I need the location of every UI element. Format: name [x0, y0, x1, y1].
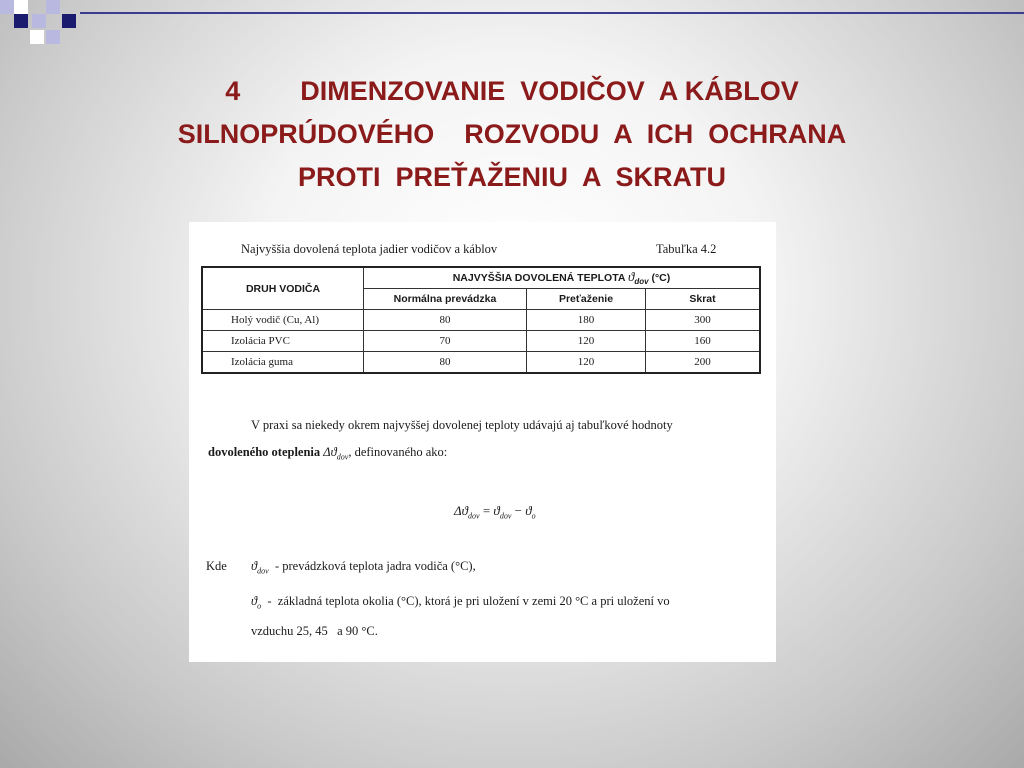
cell-value: 160: [646, 331, 761, 352]
top-rule: [80, 12, 1024, 14]
formula-eq: =: [479, 503, 494, 518]
group-header-sub: dov: [634, 277, 649, 287]
corner-square-3: [46, 0, 60, 14]
title-line-3: PROTI PREŤAŽENIU A SKRATU: [297, 162, 726, 192]
formula: [454, 503, 536, 521]
definition-2-continued: vzduchu 25, 45 a 90 °C.: [251, 624, 378, 638]
formula-b-sub: o: [531, 511, 536, 521]
cell-value: 120: [527, 331, 646, 352]
cell-value: 80: [364, 352, 527, 374]
table-row: [202, 352, 760, 374]
corner-square-7: [30, 30, 44, 44]
title-line-2: SILNOPRÚDOVÉHO ROZVODU A ICH OCHRANA: [177, 119, 847, 149]
cell-value: 80: [364, 310, 527, 331]
corner-square-8: [46, 30, 60, 44]
group-header-text: NAJVYŠŠIA DOVOLENÁ TEPLOTA: [452, 272, 626, 285]
paragraph-2: [208, 445, 447, 462]
table-header-row: [202, 267, 760, 289]
row-label: Izolácia guma: [202, 352, 364, 374]
definition-1: [251, 559, 476, 576]
formula-lhs: Δϑ: [454, 503, 469, 518]
formula-minus: −: [511, 503, 526, 518]
title-line-1: 4 DIMENZOVANIE VODIČOV A KÁBLOV: [225, 76, 799, 106]
row-label: Izolácia PVC: [202, 331, 364, 352]
formula-lhs-sub: dov: [468, 511, 480, 521]
formula-a: ϑ: [493, 503, 500, 518]
table-row: [202, 310, 760, 331]
paragraph-2-bold: dovoleného oteplenia: [208, 445, 321, 459]
where-label: Kde: [206, 559, 227, 573]
temperature-table: [201, 266, 761, 374]
group-header-symbol: ϑ: [627, 269, 635, 285]
definition-2-text: - základná teplota okolia (°C), ktorá je pri uložení v zemi 20 °C a pri uložení vo: [261, 594, 670, 608]
subheader-normal: Normálna prevádzka: [364, 289, 527, 310]
slide-title: [40, 70, 984, 199]
subheader-overload: Preťaženie: [527, 289, 646, 310]
cell-value: 300: [646, 310, 761, 331]
corner-square-6: [62, 14, 76, 28]
definition-1-symbol: ϑ: [251, 559, 258, 573]
group-header: [364, 267, 761, 289]
col-type-header: DRUH VODIČA: [202, 267, 364, 310]
definition-2: [251, 594, 670, 611]
corner-square-5: [32, 14, 46, 28]
formula-b: ϑ: [525, 503, 532, 518]
group-header-unit: (°C): [651, 272, 671, 285]
table-row: [202, 331, 760, 352]
corner-square-4: [14, 14, 28, 28]
table-caption: Najvyššia dovolená teplota jadier vodičov a káblov: [241, 242, 498, 256]
paragraph-2-sub: dov: [336, 452, 349, 462]
row-label: Holý vodič (Cu, Al): [202, 310, 364, 331]
definition-2-symbol: ϑ: [251, 594, 258, 608]
scanned-document: [189, 222, 776, 662]
corner-square-2: [14, 0, 28, 14]
definition-1-text: - prevádzková teplota jadra vodiča (°C),: [268, 559, 476, 573]
table-number: Tabuľka 4.2: [656, 242, 717, 256]
formula-a-sub: dov: [499, 511, 512, 521]
paragraph-2-symbol: Δϑ: [323, 445, 337, 459]
cell-value: 120: [527, 352, 646, 374]
cell-value: 180: [527, 310, 646, 331]
corner-square-1: [0, 0, 14, 14]
subheader-short: Skrat: [646, 289, 761, 310]
cell-value: 200: [646, 352, 761, 374]
cell-value: 70: [364, 331, 527, 352]
definition-2-sub: o: [257, 601, 262, 611]
paragraph-1: V praxi sa niekedy okrem najvyššej dovolenej teploty udávajú aj tabuľkové hodnoty: [251, 418, 673, 432]
paragraph-2-rest: , definovaného ako:: [348, 445, 448, 459]
definition-1-sub: dov: [257, 566, 269, 576]
